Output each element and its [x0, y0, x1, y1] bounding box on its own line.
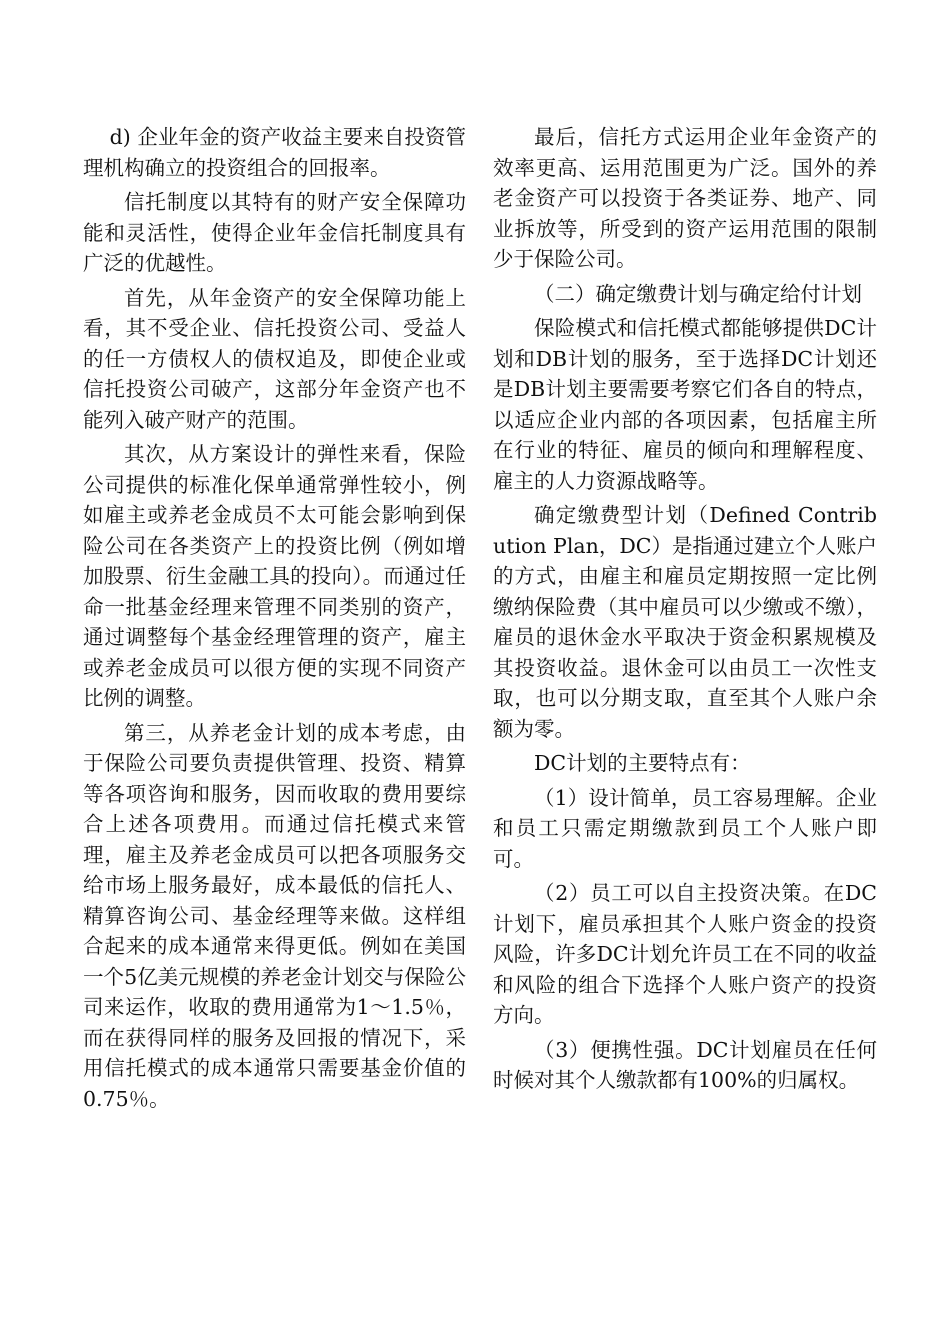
paragraph: 首先，从年金资产的安全保障功能上看，其不受企业、信托投资公司、受益人的任一方债权人的债权追及，即使企业或信托投资公司破产，这部分年金资产也不能列入破产财产的范围。 [83, 285, 466, 432]
paragraph: d) 企业年金的资产收益主要来自投资管理机构确立的投资组合的回报率。 [83, 125, 466, 180]
list-item: （1）设计简单，员工容易理解。企业和员工只需定期缴款到员工个人账户即可。 [493, 785, 877, 871]
paragraph: 第三，从养老金计划的成本考虑，由于保险公司要负责提供管理、投资、精算等各项咨询和服务，因而收取的费用要综合上述各项费用。而通过信托模式来管理，雇主及养老金成员可以把各项服务交给市场上服务最好，成本最低的信托人、精算咨询公司、基金经理等来做。这样组合起来的成本通常来得更低。例如在美国一个5亿美元规模的养老金计划交与保险公司来运作，收取的费用通常为1～1.5％，而在获得同样的服务及回报的情况下，采用信托模式的成本通常只需要基金价值的0.75％。 [83, 720, 466, 1111]
paragraph: 最后，信托方式运用企业年金资产的效率更高、运用范围更为广泛。国外的养老金资产可以投资于各类证券、地产、同业拆放等，所受到的资产运用范围的限制少于保险公司。 [493, 125, 877, 271]
paragraph: 保险模式和信托模式都能够提供DC计划和DB计划的服务，至于选择DC计划还是DB计划主要需要考察它们各自的特点，以适应企业内部的各项因素，包括雇主所在行业的特征、雇员的倾向和理解程度、雇主的人力资源战略等。 [493, 316, 877, 493]
paragraph: 信托制度以其特有的财产安全保障功能和灵活性，使得企业年金信托制度具有广泛的优越性。 [83, 190, 466, 275]
right-column [493, 122, 877, 1100]
list-item: （2）员工可以自主投资决策。在DC计划下，雇员承担其个人账户资金的投资风险，许多DC计划允许员工在不同的收益和风险的组合下选择个人账户资产的投资方向。 [493, 881, 877, 1027]
section-heading: （二）确定缴费计划与确定给付计划 [534, 281, 862, 306]
paragraph: 其次，从方案设计的弹性来看，保险公司提供的标准化保单通常弹性较小，例如雇主或养老金成员不太可能会影响到保险公司在各类资产上的投资比例（例如增加股票、衍生金融工具的投向）。而通过任命一批基金经理来管理不同类别的资产，通过调整每个基金经理管理的资产，雇主或养老金成员可以很方便的实现不同资产比例的调整。 [83, 442, 466, 710]
paragraph: DC计划的主要特点有： [534, 751, 751, 775]
list-item: （3）便携性强。DC计划雇员在任何时候对其个人缴款都有100%的归属权。 [493, 1037, 877, 1092]
left-column [83, 122, 466, 1118]
paragraph: 确定缴费型计划（Defined Contribution Plan，DC）是指通过建立个人账户的方式，由雇主和雇员定期按照一定比例缴纳保险费（其中雇员可以少缴或不缴），雇员的退休金水平取决于资金积累规模及其投资收益。退休金可以由员工一次性支取，也可以分期支取，直至其个人账户余额为零。 [493, 503, 877, 741]
